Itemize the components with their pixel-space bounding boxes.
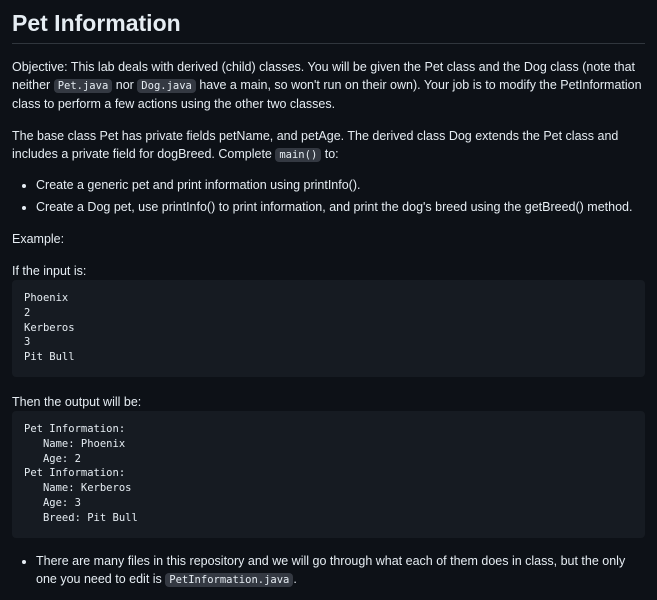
list-item: • Create a generic pet and print information using printInfo(). xyxy=(36,176,645,194)
petinformation-java-code: PetInformation.java xyxy=(165,573,293,587)
dog-java-code: Dog.java xyxy=(137,79,196,93)
objective-text-2: nor xyxy=(112,78,138,92)
main-code: main() xyxy=(275,148,321,162)
task-list xyxy=(12,176,645,216)
list-item: • Create a Dog pet, use printInfo() to print information, and print the dog's breed using the getBreed() method. xyxy=(36,198,645,216)
input-label: If the input is: xyxy=(12,264,87,278)
objective-text-3: have a main, so won't run on their own). Your job is to modify the PetInformation class to perform a few actions using the other two classes. xyxy=(12,78,642,111)
description-paragraph xyxy=(12,127,645,164)
note-text-1: There are many files in this repository and we will go through what each of them does in class, but the only one you need to edit is xyxy=(36,554,626,586)
description-text-2: to: xyxy=(321,147,339,161)
description-text-1: The base class Pet has private fields petName, and petAge. The derived class Dog extends the Pet class and includes a private field for dogBreed. Complete xyxy=(12,129,619,161)
page-title: Pet Information xyxy=(12,0,645,44)
output-code-block: Pet Information: Name: Phoenix Age: 2 Pet Information: Name: Kerberos Age: 3 Breed: Pit Bull xyxy=(12,411,645,538)
output-label: Then the output will be: xyxy=(12,395,142,409)
note-text-2: . xyxy=(293,572,297,586)
pet-java-code: Pet.java xyxy=(54,79,113,93)
note-list xyxy=(12,552,645,589)
input-code-block: Phoenix 2 Kerberos 3 Pit Bull xyxy=(12,280,645,377)
objective-paragraph xyxy=(12,58,645,113)
list-item xyxy=(36,552,645,589)
example-label: Example: xyxy=(12,232,65,246)
objective-text-1: Objective: This lab deals with derived (child) classes. You will be given the Pet class and the Dog class (note that neither xyxy=(12,60,636,92)
